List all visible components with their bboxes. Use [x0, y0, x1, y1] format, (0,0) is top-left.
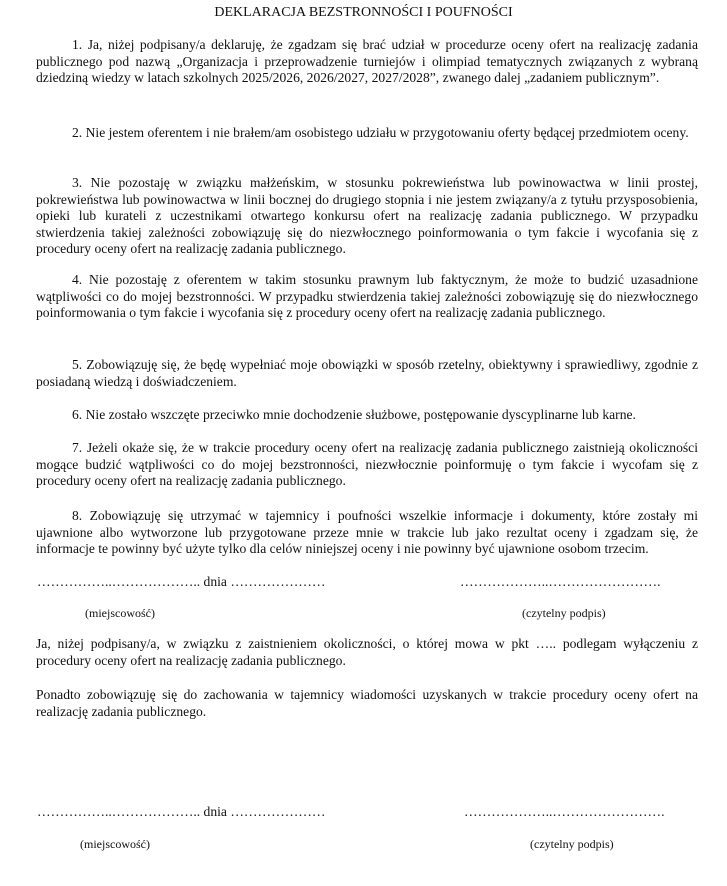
paragraph-7: 7. Jeżeli okaże się, że w trakcie procedury oceny ofert na realizację zadania publicznego zaistnieją okoliczności mogące budzić wątpliwości co do mojej bezstronności, niezwłocznie poinformuję o tym fakcie i wycofam się z procedury oceny ofert na realizację zadania publicznego.	[36, 440, 698, 488]
paragraph-6: 6. Nie zostało wszczęte przeciwko mnie dochodzenie służbowe, postępowanie dyscyplinarne lub karne.	[72, 407, 636, 422]
signature-label: (czytelny podpis)	[530, 837, 614, 851]
confidentiality-paragraph: Ponadto zobowiązuję się do zachowania w tajemnicy wiadomości uzyskanych w trakcie procedury oceny ofert na realizację zadania publicznego.	[36, 687, 698, 719]
paragraph-2: 2. Nie jestem oferentem i nie brałem/am osobistego udziału w przygotowaniu oferty będącej przedmiotem oceny.	[72, 125, 689, 140]
place-date-field[interactable]: ……………..……………….. dnia …………………	[37, 574, 326, 589]
place-date-field[interactable]: ……………..……………….. dnia …………………	[37, 804, 326, 819]
paragraph-4: 4. Nie pozostaję z oferentem w takim stosunku prawnym lub faktycznym, że może to budzić uzasadnione wątpliwości co do mojej bezstronności. W przypadku stwierdzenia takiej zależności zobowiązuję się do niezwłocznego poinformowania o tym fakcie i wycofania się z procedury oceny ofert na realizację zadania publicznego.	[36, 272, 698, 320]
place-label: (miejscowość)	[80, 837, 150, 851]
signature-field[interactable]: ………………..…………………….	[464, 804, 665, 819]
paragraph-8: 8. Zobowiązuję się utrzymać w tajemnicy i poufności wszelkie informacje i dokumenty, które zostały mi ujawnione albo wytworzone lub przygotowane przeze mnie w trakcie lub jako rezultat oceny i zgadzam się, że informacje te powinny być użyte tylko dla celów niniejszej oceny i nie powinny być ujawnione osobom trzecim.	[36, 508, 698, 556]
exclusion-paragraph: Ja, niżej podpisany/a, w związku z zaistnieniem okoliczności, o której mowa w pkt ….. podlegam wyłączeniu z procedury oceny ofert na realizację zadania publicznego.	[36, 636, 698, 668]
paragraph-5: 5. Zobowiązuję się, że będę wypełniać moje obowiązki w sposób rzetelny, obiektywny i sprawiedliwy, zgodnie z posiadaną wiedzą i doświadczeniem.	[36, 357, 698, 389]
document-title: DEKLARACJA BEZSTRONNOŚCI I POUFNOŚCI	[214, 5, 513, 20]
place-label: (miejscowość)	[85, 606, 155, 620]
paragraph-1: 1. Ja, niżej podpisany/a deklaruję, że zgadzam się brać udział w procedurze oceny ofert na realizację zadania publicznego pod nazwą „Organizacja i przeprowadzenie turniejów i olimpiad tematycznych związanych z wybraną dziedziną wiedzy w latach szkolnych 2025/2026, 2026/2027, 2027/2028”, zwanego dalej „zadaniem publicznym”.	[36, 37, 698, 85]
signature-label: (czytelny podpis)	[522, 606, 606, 620]
signature-field[interactable]: ………………..…………………….	[460, 574, 661, 589]
paragraph-3: 3. Nie pozostaję w związku małżeńskim, w stosunku pokrewieństwa lub powinowactwa w linii prostej, pokrewieństwa lub powinowactwa w linii bocznej do drugiego stopnia i nie jestem związany/a z tytułu przysposobienia, opieki lub kurateli z uczestnikami otwartego konkursu ofert na realizację zadania publicznego. W przypadku stwierdzenia takiej zależności zobowiązuję się do niezwłocznego poinformowania o tym fakcie i wycofania się z procedury oceny ofert na realizację zadania publicznego.	[36, 175, 698, 256]
